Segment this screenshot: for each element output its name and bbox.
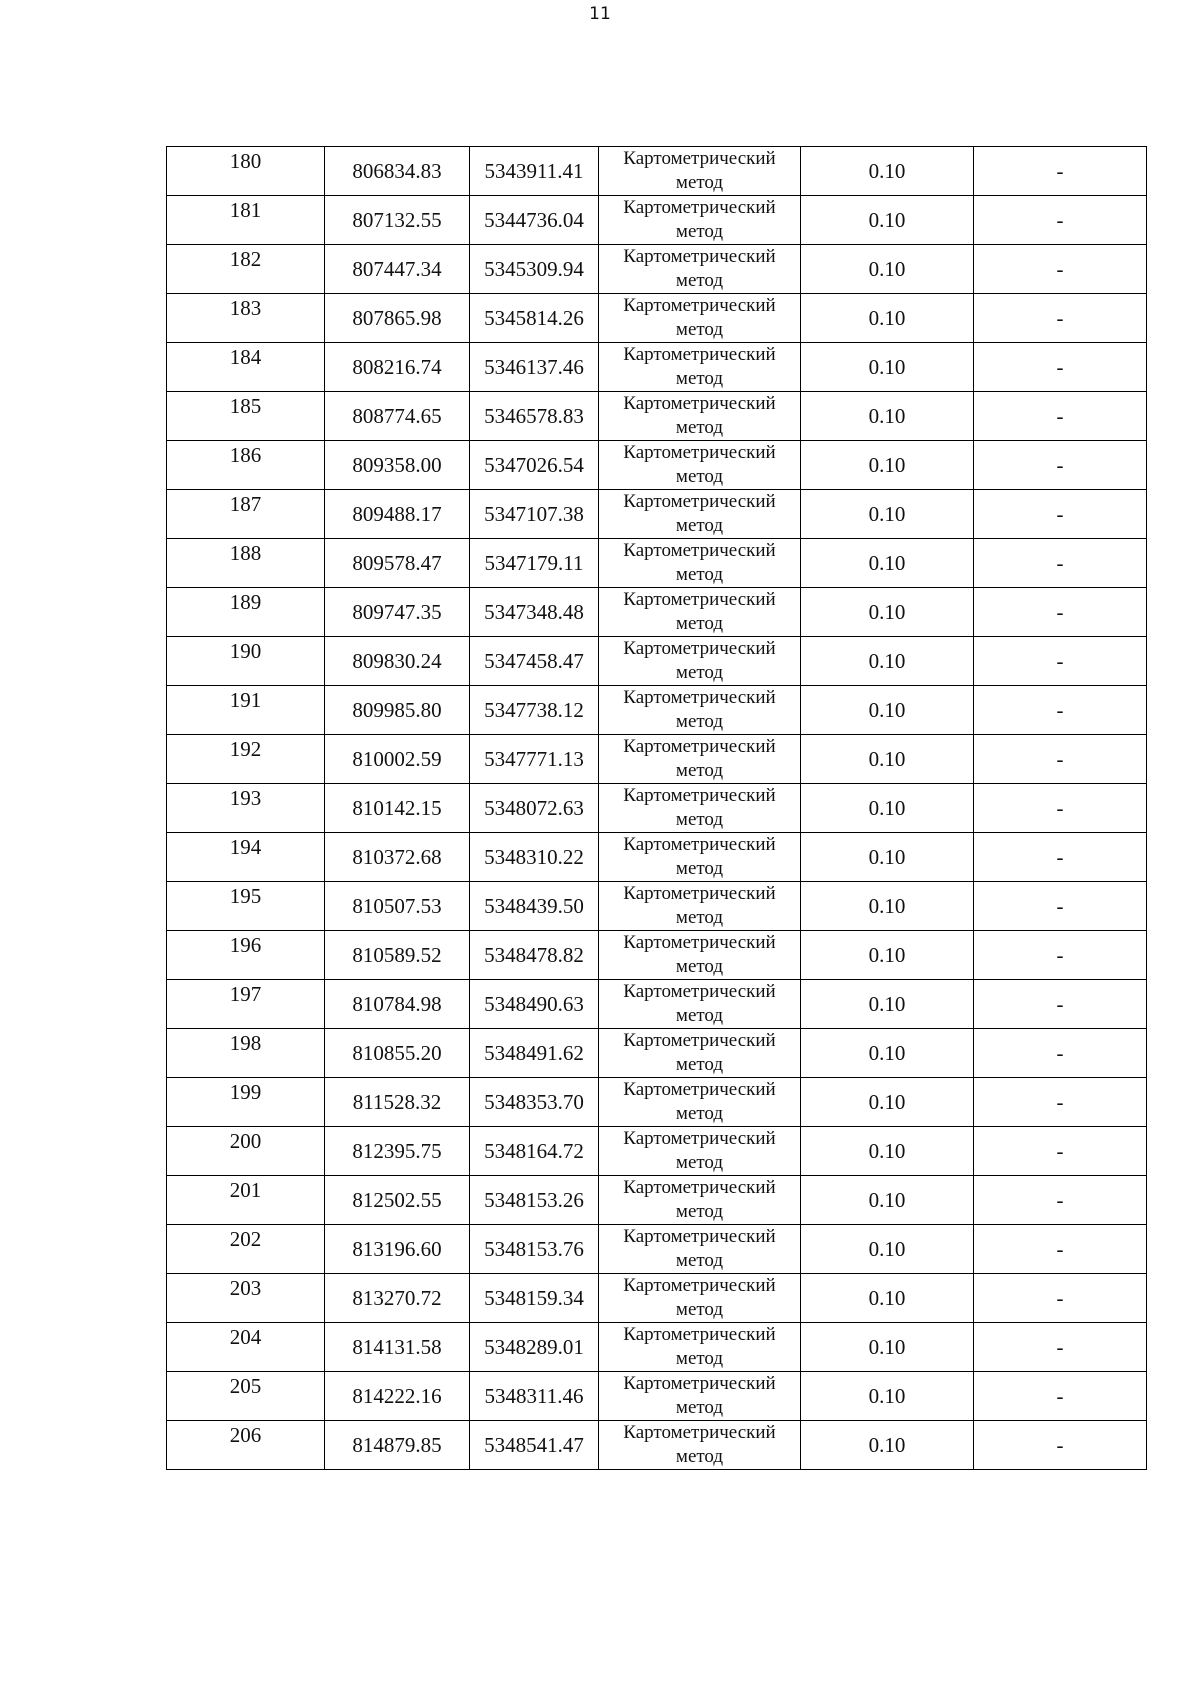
table-row [167,294,1147,343]
accuracy-cell: 0.10 [801,980,974,1029]
point-number-cell: 198 [167,1029,325,1078]
table-row [167,539,1147,588]
method-line-1: Картометрический [623,1226,776,1247]
method-cell [599,1323,801,1372]
point-number-cell: 206 [167,1421,325,1470]
point-number-cell: 187 [167,490,325,539]
table-row [167,735,1147,784]
method-line-2: метод [675,1348,724,1369]
point-number-cell: 183 [167,294,325,343]
x-coordinate-cell: 810002.59 [325,735,470,784]
y-coordinate-cell: 5344736.04 [470,196,599,245]
accuracy-cell: 0.10 [801,735,974,784]
point-number-cell: 182 [167,245,325,294]
table-row [167,833,1147,882]
note-cell: - [974,686,1147,735]
x-coordinate-cell: 810142.15 [325,784,470,833]
method-cell [599,833,801,882]
method-line-2: метод [675,858,724,879]
method-line-2: метод [675,1103,724,1124]
method-cell [599,1225,801,1274]
table-row [167,1029,1147,1078]
x-coordinate-cell: 813196.60 [325,1225,470,1274]
x-coordinate-cell: 808216.74 [325,343,470,392]
method-line-1: Картометрический [623,344,776,365]
method-line-1: Картометрический [623,295,776,316]
point-number-cell: 180 [167,147,325,196]
method-cell [599,196,801,245]
accuracy-cell: 0.10 [801,1274,974,1323]
accuracy-cell: 0.10 [801,441,974,490]
point-number-cell: 193 [167,784,325,833]
note-cell: - [974,735,1147,784]
method-line-2: метод [675,662,724,683]
x-coordinate-cell: 810372.68 [325,833,470,882]
y-coordinate-cell: 5348153.76 [470,1225,599,1274]
accuracy-cell: 0.10 [801,1323,974,1372]
point-number-cell: 204 [167,1323,325,1372]
y-coordinate-cell: 5348478.82 [470,931,599,980]
table-row [167,490,1147,539]
x-coordinate-cell: 810507.53 [325,882,470,931]
note-cell: - [974,294,1147,343]
x-coordinate-cell: 811528.32 [325,1078,470,1127]
accuracy-cell: 0.10 [801,294,974,343]
table-row [167,1078,1147,1127]
note-cell: - [974,1225,1147,1274]
point-number-cell: 203 [167,1274,325,1323]
x-coordinate-cell: 806834.83 [325,147,470,196]
accuracy-cell: 0.10 [801,490,974,539]
accuracy-cell: 0.10 [801,882,974,931]
method-cell [599,392,801,441]
note-cell: - [974,490,1147,539]
y-coordinate-cell: 5348310.22 [470,833,599,882]
table-row [167,686,1147,735]
method-cell [599,784,801,833]
point-number-cell: 185 [167,392,325,441]
table-row [167,1372,1147,1421]
accuracy-cell: 0.10 [801,392,974,441]
method-line-1: Картометрический [623,638,776,659]
x-coordinate-cell: 812395.75 [325,1127,470,1176]
method-line-1: Картометрический [623,1373,776,1394]
method-line-1: Картометрический [623,540,776,561]
accuracy-cell: 0.10 [801,931,974,980]
x-coordinate-cell: 809488.17 [325,490,470,539]
y-coordinate-cell: 5346578.83 [470,392,599,441]
method-line-1: Картометрический [623,1422,776,1443]
method-cell [599,147,801,196]
y-coordinate-cell: 5348490.63 [470,980,599,1029]
y-coordinate-cell: 5348072.63 [470,784,599,833]
note-cell: - [974,882,1147,931]
table-row [167,196,1147,245]
method-line-2: метод [675,368,724,389]
point-number-cell: 191 [167,686,325,735]
accuracy-cell: 0.10 [801,343,974,392]
y-coordinate-cell: 5348289.01 [470,1323,599,1372]
page-number: 11 [589,4,611,24]
x-coordinate-cell: 809830.24 [325,637,470,686]
method-line-2: метод [675,907,724,928]
method-line-1: Картометрический [623,589,776,610]
point-number-cell: 202 [167,1225,325,1274]
note-cell: - [974,539,1147,588]
y-coordinate-cell: 5348164.72 [470,1127,599,1176]
method-line-2: метод [675,270,724,291]
method-line-1: Картометрический [623,834,776,855]
note-cell: - [974,784,1147,833]
method-cell [599,1176,801,1225]
method-line-2: метод [675,760,724,781]
y-coordinate-cell: 5347458.47 [470,637,599,686]
method-line-1: Картометрический [623,491,776,512]
method-line-2: метод [675,1299,724,1320]
accuracy-cell: 0.10 [801,245,974,294]
method-line-2: метод [675,1054,724,1075]
method-line-2: метод [675,417,724,438]
x-coordinate-cell: 814222.16 [325,1372,470,1421]
accuracy-cell: 0.10 [801,1421,974,1470]
method-cell [599,931,801,980]
point-number-cell: 196 [167,931,325,980]
method-line-2: метод [675,1250,724,1271]
note-cell: - [974,980,1147,1029]
y-coordinate-cell: 5348491.62 [470,1029,599,1078]
method-line-2: метод [675,466,724,487]
method-line-1: Картометрический [623,148,776,169]
y-coordinate-cell: 5345309.94 [470,245,599,294]
method-line-1: Картометрический [623,932,776,953]
point-number-cell: 188 [167,539,325,588]
y-coordinate-cell: 5346137.46 [470,343,599,392]
note-cell: - [974,1029,1147,1078]
method-line-1: Картометрический [623,1324,776,1345]
method-cell [599,441,801,490]
coordinates-table [166,146,1147,1470]
table-row [167,1176,1147,1225]
y-coordinate-cell: 5348353.70 [470,1078,599,1127]
note-cell: - [974,1323,1147,1372]
method-line-2: метод [675,1201,724,1222]
note-cell: - [974,392,1147,441]
method-line-1: Картометрический [623,883,776,904]
y-coordinate-cell: 5347026.54 [470,441,599,490]
y-coordinate-cell: 5348541.47 [470,1421,599,1470]
note-cell: - [974,833,1147,882]
y-coordinate-cell: 5347771.13 [470,735,599,784]
note-cell: - [974,1127,1147,1176]
point-number-cell: 190 [167,637,325,686]
note-cell: - [974,343,1147,392]
accuracy-cell: 0.10 [801,833,974,882]
method-cell [599,294,801,343]
table-row [167,392,1147,441]
x-coordinate-cell: 809578.47 [325,539,470,588]
table-row [167,588,1147,637]
table-row [167,1127,1147,1176]
accuracy-cell: 0.10 [801,1372,974,1421]
method-line-2: метод [675,1397,724,1418]
method-cell [599,539,801,588]
note-cell: - [974,441,1147,490]
point-number-cell: 184 [167,343,325,392]
x-coordinate-cell: 810855.20 [325,1029,470,1078]
table-row [167,1274,1147,1323]
table-row [167,1323,1147,1372]
table-row [167,1421,1147,1470]
method-line-1: Картометрический [623,1030,776,1051]
table-body [167,147,1147,1470]
method-line-2: метод [675,172,724,193]
method-cell [599,735,801,784]
method-line-1: Картометрический [623,981,776,1002]
table-row [167,343,1147,392]
method-line-2: метод [675,956,724,977]
accuracy-cell: 0.10 [801,1127,974,1176]
point-number-cell: 195 [167,882,325,931]
accuracy-cell: 0.10 [801,1176,974,1225]
method-cell [599,245,801,294]
note-cell: - [974,147,1147,196]
method-line-2: метод [675,613,724,634]
accuracy-cell: 0.10 [801,1078,974,1127]
y-coordinate-cell: 5347107.38 [470,490,599,539]
accuracy-cell: 0.10 [801,1225,974,1274]
method-cell [599,686,801,735]
method-line-2: метод [675,319,724,340]
method-cell [599,490,801,539]
method-line-2: метод [675,1446,724,1467]
table-row [167,1225,1147,1274]
method-line-2: метод [675,711,724,732]
method-line-2: метод [675,809,724,830]
method-cell [599,1029,801,1078]
method-line-2: метод [675,564,724,585]
table-row [167,980,1147,1029]
y-coordinate-cell: 5348153.26 [470,1176,599,1225]
method-cell [599,1274,801,1323]
point-number-cell: 205 [167,1372,325,1421]
table-row [167,882,1147,931]
table-row [167,147,1147,196]
note-cell: - [974,637,1147,686]
point-number-cell: 197 [167,980,325,1029]
x-coordinate-cell: 809358.00 [325,441,470,490]
x-coordinate-cell: 807865.98 [325,294,470,343]
table-row [167,441,1147,490]
note-cell: - [974,196,1147,245]
method-cell [599,1421,801,1470]
accuracy-cell: 0.10 [801,588,974,637]
method-line-1: Картометрический [623,736,776,757]
method-line-2: метод [675,1152,724,1173]
note-cell: - [974,1078,1147,1127]
method-line-1: Картометрический [623,393,776,414]
point-number-cell: 181 [167,196,325,245]
method-cell [599,588,801,637]
note-cell: - [974,1176,1147,1225]
accuracy-cell: 0.10 [801,147,974,196]
y-coordinate-cell: 5345814.26 [470,294,599,343]
method-line-1: Картометрический [623,1079,776,1100]
method-cell [599,343,801,392]
method-line-1: Картометрический [623,1177,776,1198]
method-line-1: Картометрический [623,442,776,463]
method-line-1: Картометрический [623,197,776,218]
method-line-2: метод [675,1005,724,1026]
method-cell [599,980,801,1029]
method-cell [599,882,801,931]
x-coordinate-cell: 810784.98 [325,980,470,1029]
note-cell: - [974,1372,1147,1421]
table-row [167,784,1147,833]
table-row [167,245,1147,294]
x-coordinate-cell: 814131.58 [325,1323,470,1372]
method-cell [599,637,801,686]
x-coordinate-cell: 812502.55 [325,1176,470,1225]
x-coordinate-cell: 809985.80 [325,686,470,735]
point-number-cell: 186 [167,441,325,490]
point-number-cell: 199 [167,1078,325,1127]
method-line-2: метод [675,221,724,242]
x-coordinate-cell: 809747.35 [325,588,470,637]
accuracy-cell: 0.10 [801,686,974,735]
x-coordinate-cell: 807447.34 [325,245,470,294]
method-line-2: метод [675,515,724,536]
x-coordinate-cell: 810589.52 [325,931,470,980]
y-coordinate-cell: 5348311.46 [470,1372,599,1421]
x-coordinate-cell: 813270.72 [325,1274,470,1323]
accuracy-cell: 0.10 [801,196,974,245]
note-cell: - [974,588,1147,637]
y-coordinate-cell: 5348159.34 [470,1274,599,1323]
method-line-1: Картометрический [623,687,776,708]
note-cell: - [974,245,1147,294]
method-line-1: Картометрический [623,1275,776,1296]
note-cell: - [974,1274,1147,1323]
y-coordinate-cell: 5347348.48 [470,588,599,637]
table-row [167,931,1147,980]
method-line-1: Картометрический [623,1128,776,1149]
accuracy-cell: 0.10 [801,1029,974,1078]
accuracy-cell: 0.10 [801,539,974,588]
x-coordinate-cell: 807132.55 [325,196,470,245]
table-row [167,637,1147,686]
method-cell [599,1127,801,1176]
point-number-cell: 200 [167,1127,325,1176]
method-line-1: Картометрический [623,785,776,806]
accuracy-cell: 0.10 [801,784,974,833]
y-coordinate-cell: 5348439.50 [470,882,599,931]
point-number-cell: 189 [167,588,325,637]
point-number-cell: 192 [167,735,325,784]
point-number-cell: 194 [167,833,325,882]
y-coordinate-cell: 5343911.41 [470,147,599,196]
method-line-1: Картометрический [623,246,776,267]
method-cell [599,1372,801,1421]
x-coordinate-cell: 808774.65 [325,392,470,441]
y-coordinate-cell: 5347738.12 [470,686,599,735]
note-cell: - [974,1421,1147,1470]
x-coordinate-cell: 814879.85 [325,1421,470,1470]
note-cell: - [974,931,1147,980]
point-number-cell: 201 [167,1176,325,1225]
accuracy-cell: 0.10 [801,637,974,686]
y-coordinate-cell: 5347179.11 [470,539,599,588]
method-cell [599,1078,801,1127]
